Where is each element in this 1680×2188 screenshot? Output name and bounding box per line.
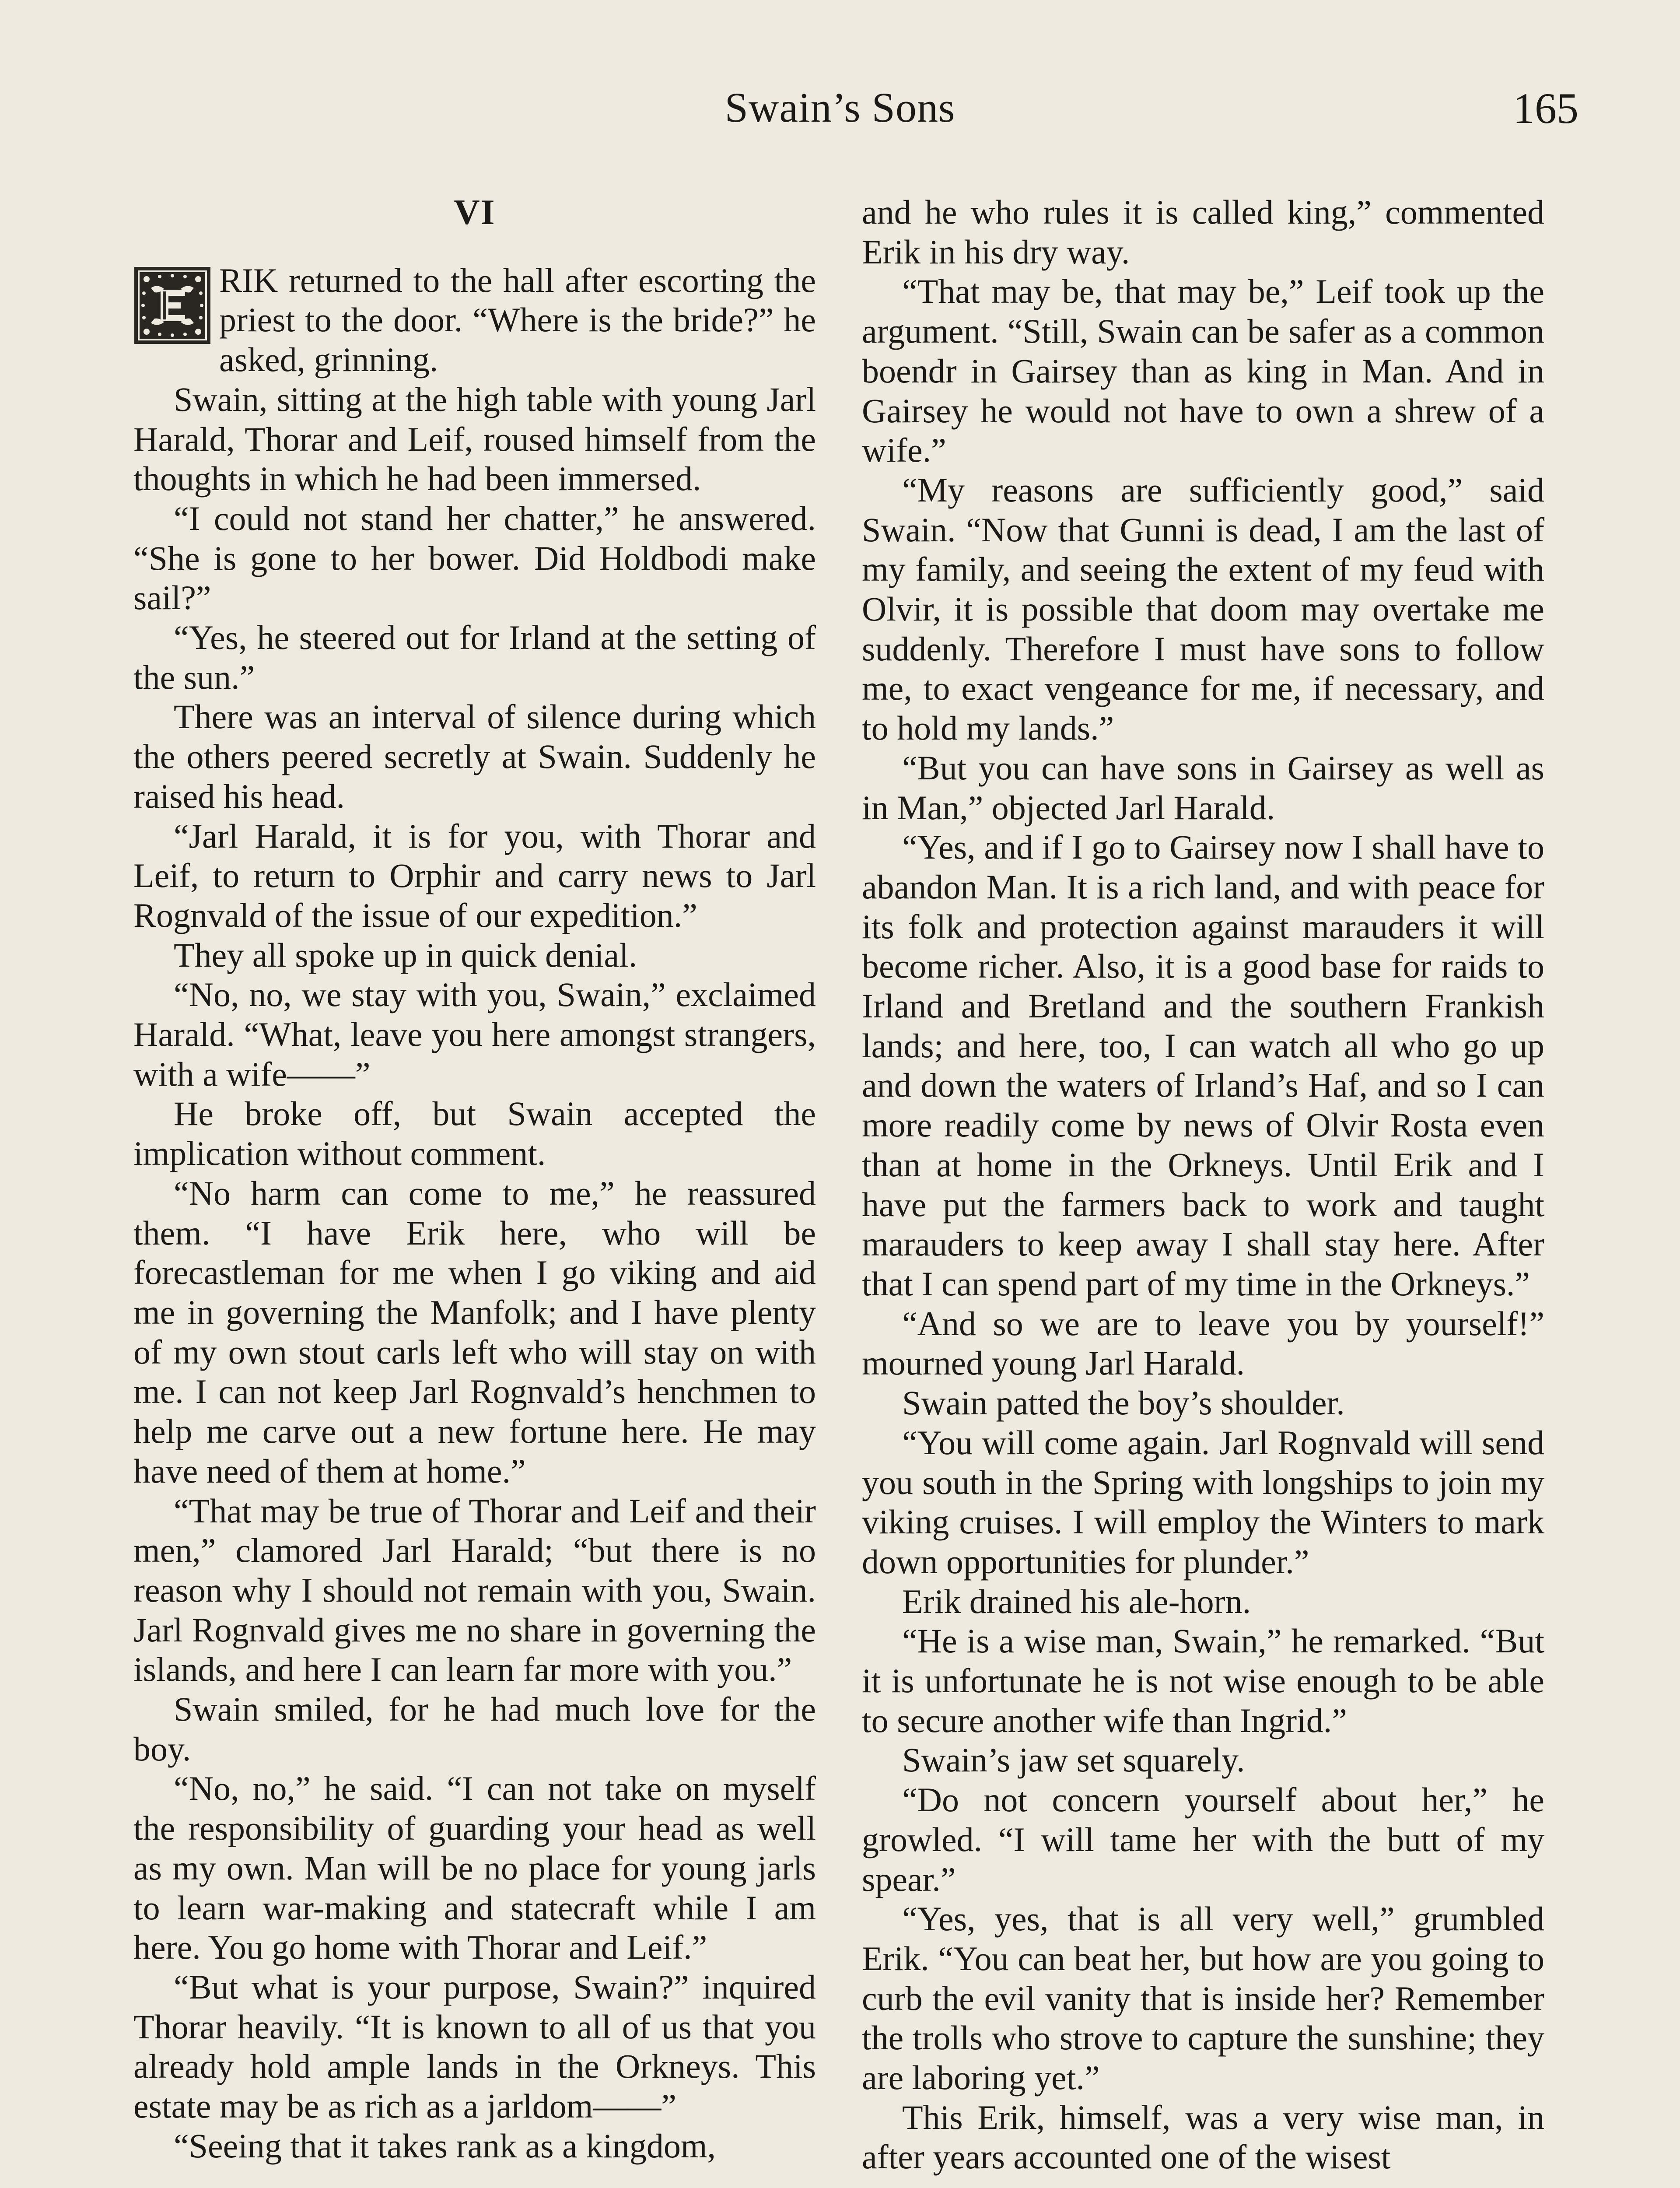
paragraph: “Do not concern yourself about her,” he growled. “I will tame her with the butt of my spear.” [862, 1781, 1544, 1898]
paragraph: “You will come again. Jarl Rognvald will send you south in the Spring with longships to join my viking cruises. I will employ the Winters to mark down opportunities for plunder.” [862, 1423, 1544, 1581]
paragraph: There was an interval of silence during which the others peered secretly at Swain. Suddenly he raised his head. [133, 698, 816, 815]
paragraph: He broke off, but Swain accepted the implication without comment. [133, 1094, 816, 1173]
paragraph: “No, no, we stay with you, Swain,” exclaimed Harald. “What, leave you here amongst strangers, with a wife——” [133, 975, 816, 1093]
paragraph: “And so we are to leave you by yourself!” mourned young Jarl Harald. [862, 1304, 1544, 1382]
paragraph: “Jarl Harald, it is for you, with Thorar and Leif, to return to Orphir and carry news to Jarl Rognvald of the issue of our expedition.” [133, 817, 816, 934]
paragraph: Swain, sitting at the high table with young Jarl Harald, Thorar and Leif, roused himself from the thoughts in which he had been immersed. [133, 380, 816, 498]
paragraph: RIK returned to the hall after escorting the priest to the door. “Where is the bride?” he asked, grinning. [219, 261, 816, 379]
paragraph: “Yes, he steered out for Irland at the setting of the sun.” [133, 618, 816, 696]
paragraph: “Yes, and if I go to Gairsey now I shall have to abandon Man. It is a rich land, and with peace for its folk and protection against marauders it will become richer. Also, it is a good base for raids to Irland and Bretland and the southern Frankish lands; and here, too, I can watch all who go up and down the waters of Irland’s Haf, and so I can more readily come by news of Olvir Rosta even than at home in the Orkneys. Until Erik and I have put the farmers back to work and taught marauders to keep away I shall stay here. After that I can spend part of my time in the Orkneys.” [862, 828, 1544, 1303]
paragraph: “That may be, that may be,” Leif took up the argument. “Still, Swain can be safer as a common boendr in Gairsey than as king in Man. And in Gairsey he would not have to own a shrew of a wife.” [862, 272, 1544, 470]
ornamental-dropcap-icon [133, 266, 211, 345]
paragraph: This Erik, himself, was a very wise man, in after years accounted one of the wisest [862, 2098, 1544, 2176]
chapter-heading: VI [454, 192, 496, 232]
paragraph: Swain smiled, for he had much love for the boy. [133, 1690, 816, 1768]
paragraph: Swain patted the boy’s shoulder. [902, 1384, 1345, 1422]
paragraph: Swain’s jaw set squarely. [902, 1741, 1245, 1779]
paragraph: “I could not stand her chatter,” he answered. “She is gone to her bower. Did Holdbodi make sail?” [133, 499, 816, 617]
running-header [0, 83, 1680, 149]
paragraph: “No, no,” he said. “I can not take on myself the responsibility of guarding your head as well as my own. Man will be no place for young jarls to learn war-making and statecraft while I am here. You go home with Thorar and Leif.” [133, 1769, 816, 1967]
paragraph: “But you can have sons in Gairsey as well as in Man,” objected Jarl Harald. [862, 748, 1544, 827]
paragraph: and he who rules it is called king,” commented Erik in his dry way. [862, 193, 1544, 271]
paragraph: “Seeing that it takes rank as a kingdom, [174, 2126, 716, 2165]
paragraph: Erik drained his ale-horn. [902, 1582, 1251, 1620]
paragraph: They all spoke up in quick denial. [174, 936, 637, 974]
paragraph: “But what is your purpose, Swain?” inquired Thorar heavily. “It is known to all of us that you already hold ample lands in the Orkneys. This estate may be as rich as a jarldom——” [133, 1967, 816, 2125]
paragraph: “My reasons are sufficiently good,” said Swain. “Now that Gunni is dead, I am the last of my family, and seeing the extent of my feud with Olvir, it is possible that doom may overtake me suddenly. Therefore I must have sons to follow me, to exact vengeance for me, if necessary, and to hold my lands.” [862, 470, 1544, 747]
page-number: 165 [1513, 84, 1578, 133]
paragraph: “Yes, yes, that is all very well,” grumbled Erik. “You can beat her, but how are you going to curb the evil vanity that is inside her? Remember the trolls who strove to capture the sunshine; they are laboring yet.” [862, 1900, 1544, 2097]
running-title: Swain’s Sons [724, 84, 956, 131]
paragraph: “No harm can come to me,” he reassured them. “I have Erik here, who will be forecastleman for me when I go viking and aid me in governing the Manfolk; and I have plenty of my own stout carls left who will stay on with me. I can not keep Jarl Rognvald’s henchmen to help me carve out a new fortune here. He may have need of them at home.” [133, 1174, 816, 1490]
paragraph: “That may be true of Thorar and Leif and their men,” clamored Jarl Harald; “but there is no reason why I should not remain with you, Swain. Jarl Rognvald gives me no share in governing the islands, and here I can learn far more with you.” [133, 1491, 816, 1689]
paragraph: “He is a wise man, Swain,” he remarked. “But it is unfortunate he is not wise enough to be able to secure another wife than Ingrid.” [862, 1622, 1544, 1739]
right-column [862, 193, 1544, 2177]
left-column [133, 193, 816, 2166]
